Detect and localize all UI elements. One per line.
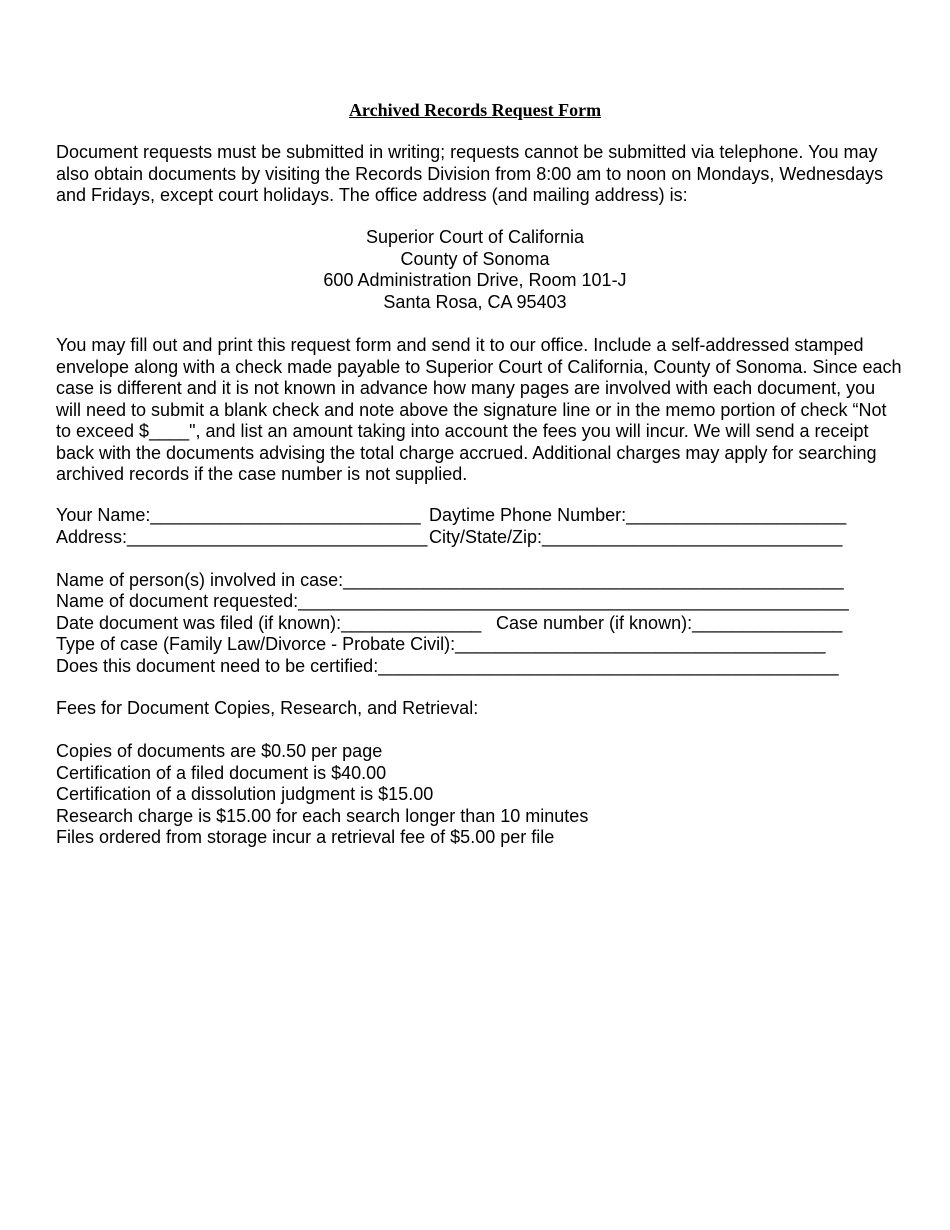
fee-list bbox=[56, 741, 588, 849]
address-field[interactable]: Address:______________________________ bbox=[56, 527, 428, 547]
date-filed-field[interactable]: Date document was filed (if known):______________ bbox=[56, 613, 482, 633]
your-name-field[interactable]: Your Name:___________________________ bbox=[56, 505, 421, 525]
office-address bbox=[0, 227, 950, 313]
case-type-field[interactable]: Type of case (Family Law/Divorce - Probate Civil):_____________________________________ bbox=[56, 634, 826, 654]
address-line-street: 600 Administration Drive, Room 101-J bbox=[323, 270, 627, 290]
case-number-field[interactable]: Case number (if known):_______________ bbox=[496, 613, 843, 633]
document-requested-field[interactable]: Name of document requested:_______________________________________________________ bbox=[56, 591, 849, 611]
fees-heading: Fees for Document Copies, Research, and Retrieval: bbox=[56, 698, 479, 718]
certified-field[interactable]: Does this document need to be certified:______________________________________________ bbox=[56, 656, 839, 676]
persons-involved-field[interactable]: Name of person(s) involved in case:__________________________________________________ bbox=[56, 570, 844, 590]
intro-paragraph: Document requests must be submitted in writing; requests cannot be submitted via telephone. You may also obtain documents by visiting the Records Division from 8:00 am to noon on Mondays, Wednesdays and Fridays, except court holidays. The office address (and mailing address) is: bbox=[56, 142, 884, 205]
fee-item: Copies of documents are $0.50 per page bbox=[56, 741, 383, 761]
fee-item: Research charge is $15.00 for each search longer than 10 minutes bbox=[56, 805, 589, 826]
address-line-county: County of Sonoma bbox=[400, 248, 550, 269]
instructions-paragraph: You may fill out and print this request form and send it to our office. Include a self-addressed stamped envelope along with a check made payable to Superior Court of California, County of Sonoma. Since each case is different and it is not known in advance how many pages are involved with each document, you will need to submit a blank check and note above the signature line or in the memo portion of check “Not to exceed $____", and list an amount taking into account the fees you will incur. We will send a receipt back with the documents advising the total charge accrued. Additional charges may apply for searching archived records if the case number is not supplied. bbox=[56, 335, 902, 484]
city-state-zip-field[interactable]: City/State/Zip:______________________________ bbox=[429, 527, 843, 547]
daytime-phone-field[interactable]: Daytime Phone Number:______________________ bbox=[429, 505, 847, 525]
address-line-city: Santa Rosa, CA 95403 bbox=[383, 291, 567, 312]
fee-item: Files ordered from storage incur a retrieval fee of $5.00 per file bbox=[56, 827, 555, 847]
page-title: Archived Records Request Form bbox=[348, 100, 602, 120]
address-line-court: Superior Court of California bbox=[365, 227, 585, 247]
fee-item: Certification of a dissolution judgment is $15.00 bbox=[56, 784, 434, 804]
fee-item: Certification of a filed document is $40.00 bbox=[56, 762, 387, 783]
